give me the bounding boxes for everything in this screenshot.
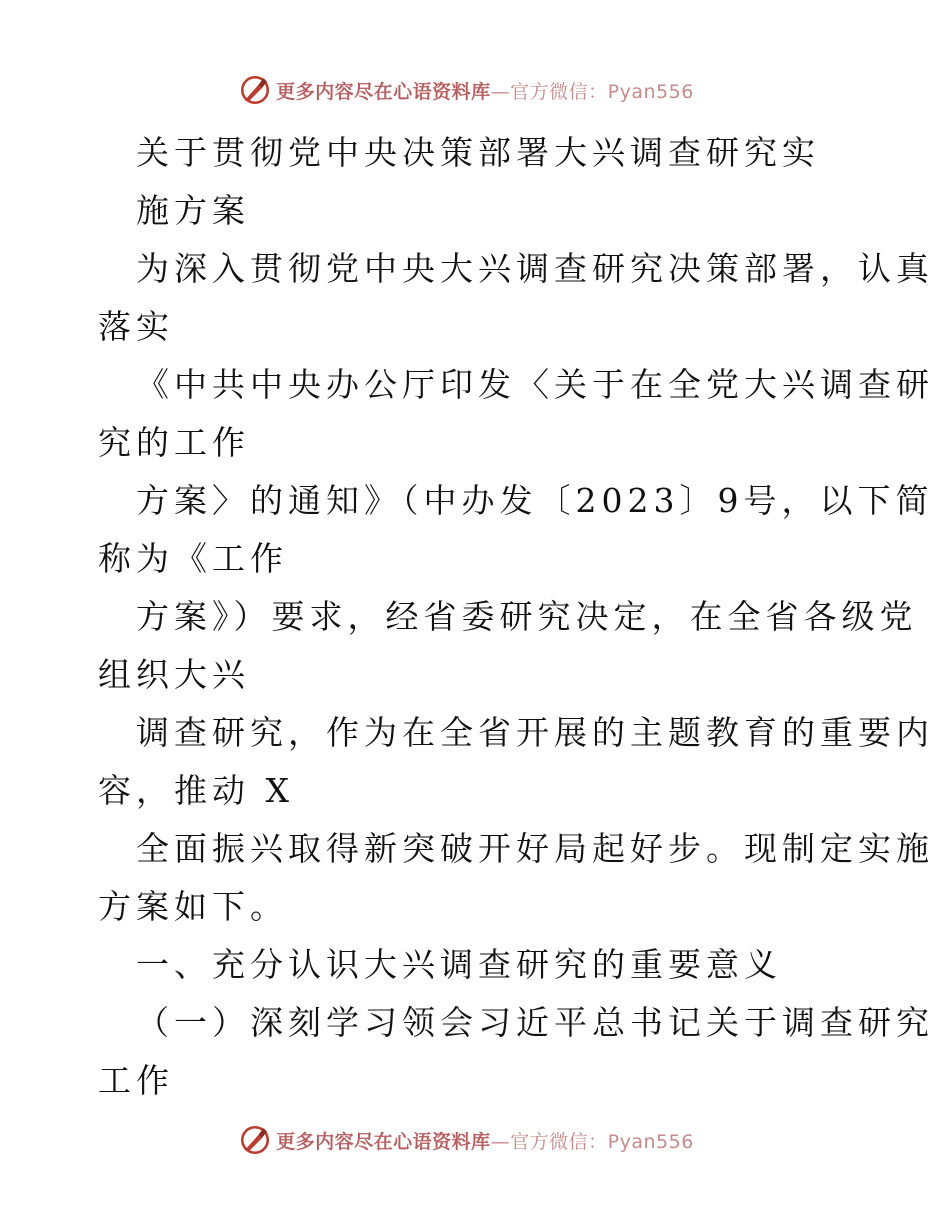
document-line: 方案如下。 [98, 887, 288, 926]
document-line: 为深入贯彻党中央大兴调查研究决策部署，认真 [136, 249, 934, 288]
document-line: 称为《工作 [98, 539, 288, 578]
document-body [98, 124, 934, 1110]
watermark-suffix-text: —官方微信：Pyan556 [490, 1130, 694, 1153]
document-line: 工作 [98, 1061, 174, 1100]
watermark-suffix-text: —官方微信：Pyan556 [490, 80, 694, 103]
document-line: 方案》）要求，经省委研究决定，在全省各级党 [136, 597, 918, 636]
document-line: 调查研究，作为在全省开展的主题教育的重要内 [136, 713, 934, 752]
document-line: 方案〉的通知》（中办发〔2023〕9号，以下简 [136, 481, 934, 520]
watermark-main-text: 更多内容尽在心语资料库 [276, 80, 491, 103]
document-line: 《中共中央办公厅印发〈关于在全党大兴调查研 [136, 365, 934, 404]
watermark-main-text: 更多内容尽在心语资料库 [276, 1130, 491, 1153]
document-line: 落实 [98, 307, 174, 346]
document-line: 一、充分认识大兴调查研究的重要意义 [136, 945, 782, 984]
document-line: 关于贯彻党中央决策部署大兴调查研究实 [136, 133, 820, 172]
document-line: 容，推动 X [98, 771, 294, 810]
pen-logo-icon [238, 73, 272, 107]
header-watermark [0, 70, 950, 110]
document-line: 全面振兴取得新突破开好局起好步。现制定实施 [136, 829, 934, 868]
pen-logo-icon [238, 1123, 272, 1157]
footer-watermark [0, 1120, 950, 1160]
document-line: 组织大兴 [98, 655, 250, 694]
document-line: 施方案 [136, 191, 250, 230]
document-line: （一）深刻学习领会习近平总书记关于调查研究 [136, 1003, 934, 1042]
document-line: 究的工作 [98, 423, 250, 462]
